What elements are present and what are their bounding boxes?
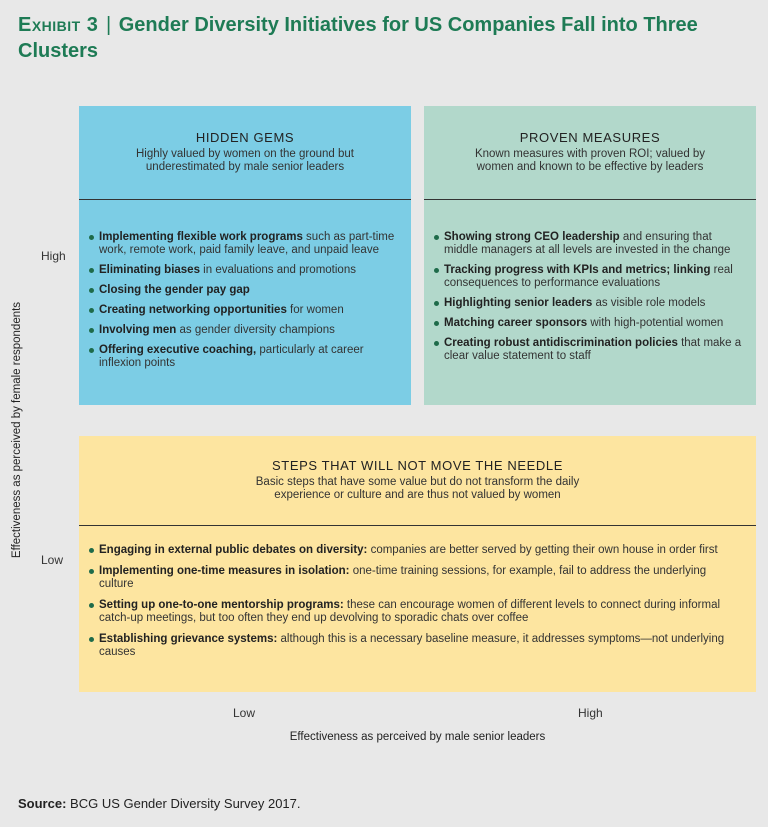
bullet-dot-icon [89, 569, 94, 574]
y-tick-low: Low [41, 553, 64, 567]
bullet-dot-icon [89, 328, 94, 333]
item-rest-text: in evaluations and promotions [199, 264, 356, 276]
item-bold-text: Establishing grievance systems: [99, 633, 278, 645]
item-rest-text: one-time training sessions, for example, fail to address the underlying culture [99, 565, 707, 590]
list-item [79, 231, 401, 257]
bullet-dot-icon [434, 341, 439, 346]
item-rest-text: companies are better served by getting their own house in order first [367, 544, 718, 556]
item-rest-text: and ensuring that middle managers at all levels are invested in the change [444, 231, 731, 256]
item-bold-text: Implementing flexible work programs [99, 231, 303, 243]
list-item [424, 317, 746, 330]
y-axis-label: Effectiveness as perceived by female respondents [11, 301, 23, 559]
exhibit-number: Exhibit 3 [18, 14, 99, 36]
item-rest-text: as gender diversity champions [176, 324, 335, 336]
item-bold-text: Implementing one-time measures in isolation: [99, 565, 350, 577]
bullet-dot-icon [434, 301, 439, 306]
list-item [79, 264, 401, 277]
bullet-dot-icon [434, 235, 439, 240]
item-rest-text: these can encourage women of different levels to connect during informal catch-up meetings, but too often they end up devolving to sporadic chats over coffee [99, 599, 721, 624]
hidden-gems-heading: HIDDEN GEMS [195, 130, 295, 145]
bullet-dot-icon [89, 603, 94, 608]
item-rest-text: although this is a necessary baseline measure, it addresses symptoms—not underlying causes [99, 633, 725, 658]
source-text: BCG US Gender Diversity Survey 2017. [70, 796, 301, 811]
list-item [424, 231, 746, 257]
bullet-dot-icon [434, 321, 439, 326]
list-item [79, 344, 401, 370]
source-label: Source: [18, 796, 67, 811]
exhibit-title [18, 12, 748, 64]
y-tick-high: High [41, 249, 66, 263]
bullet-dot-icon [89, 637, 94, 642]
item-rest-text: as visible role models [592, 297, 706, 309]
item-rest-text: particularly at career inflexion points [99, 344, 364, 369]
item-rest-text: such as part-time work, remote work, paid family leave, and unpaid leave [99, 231, 395, 256]
list-item [424, 264, 746, 290]
item-bold-text: Closing the gender pay gap [99, 284, 250, 296]
not-move-needle-subheading: Basic steps that have some value but do not transform the daily experience or culture and are thus not valued by women [255, 476, 580, 501]
quadrant-hidden-gems [79, 106, 411, 405]
hidden-gems-list [79, 231, 411, 377]
item-rest-text: real consequences to performance evaluations [444, 264, 733, 289]
bullet-dot-icon [89, 268, 94, 273]
bullet-dot-icon [89, 548, 94, 553]
item-bold-text: Offering executive coaching, [99, 344, 257, 356]
bullet-dot-icon [89, 288, 94, 293]
item-bold-text: Involving men [99, 324, 177, 336]
bullet-dot-icon [89, 235, 94, 240]
proven-measures-subheading: Known measures with proven ROI; valued by women and known to be effective by leaders [474, 148, 706, 173]
list-item [424, 337, 746, 363]
item-bold-text: Highlighting senior leaders [444, 297, 593, 309]
x-tick-low: Low [233, 706, 256, 720]
not-move-needle-list [79, 544, 756, 667]
bullet-dot-icon [434, 268, 439, 273]
bullet-dot-icon [89, 348, 94, 353]
item-bold-text: Matching career sponsors [444, 317, 588, 329]
list-item [79, 284, 401, 297]
quadrant-proven-measures [424, 106, 756, 405]
proven-measures-heading: PROVEN MEASURES [519, 130, 661, 145]
item-rest-text: that make a clear value statement to staff [444, 337, 742, 362]
item-bold-text: Eliminating biases [99, 264, 200, 276]
not-move-needle-divider [79, 525, 756, 526]
item-rest-text: with high-potential women [587, 317, 724, 329]
bullet-dot-icon [89, 308, 94, 313]
item-bold-text: Showing strong CEO leadership [444, 231, 620, 243]
list-item [79, 324, 401, 337]
item-bold-text: Setting up one-to-one mentorship programs: [99, 599, 344, 611]
title-separator: | [105, 14, 112, 36]
item-rest-text: for women [286, 304, 344, 316]
hidden-gems-subheading: Highly valued by women on the ground but underestimated by male senior leaders [135, 148, 354, 173]
hidden-gems-divider [79, 199, 411, 200]
list-item [79, 565, 726, 591]
list-item [79, 544, 726, 557]
title-text: Gender Diversity Initiatives for US Companies Fall into Three Clusters [18, 14, 698, 62]
item-bold-text: Creating networking opportunities [99, 304, 287, 316]
proven-measures-divider [424, 199, 756, 200]
x-axis-label: Effectiveness as perceived by male senior leaders [289, 731, 546, 743]
list-item [79, 633, 726, 659]
proven-measures-list [424, 231, 756, 370]
source-note [18, 796, 301, 811]
list-item [79, 599, 726, 625]
item-bold-text: Creating robust antidiscrimination policies [444, 337, 678, 349]
x-tick-high: High [578, 706, 603, 720]
item-bold-text: Tracking progress with KPIs and metrics; linking [444, 264, 711, 276]
quadrant-not-move-needle [79, 436, 756, 692]
list-item [79, 304, 401, 317]
list-item [424, 297, 746, 310]
item-bold-text: Engaging in external public debates on diversity: [99, 544, 368, 556]
not-move-needle-heading: STEPS THAT WILL NOT MOVE THE NEEDLE [272, 458, 563, 473]
